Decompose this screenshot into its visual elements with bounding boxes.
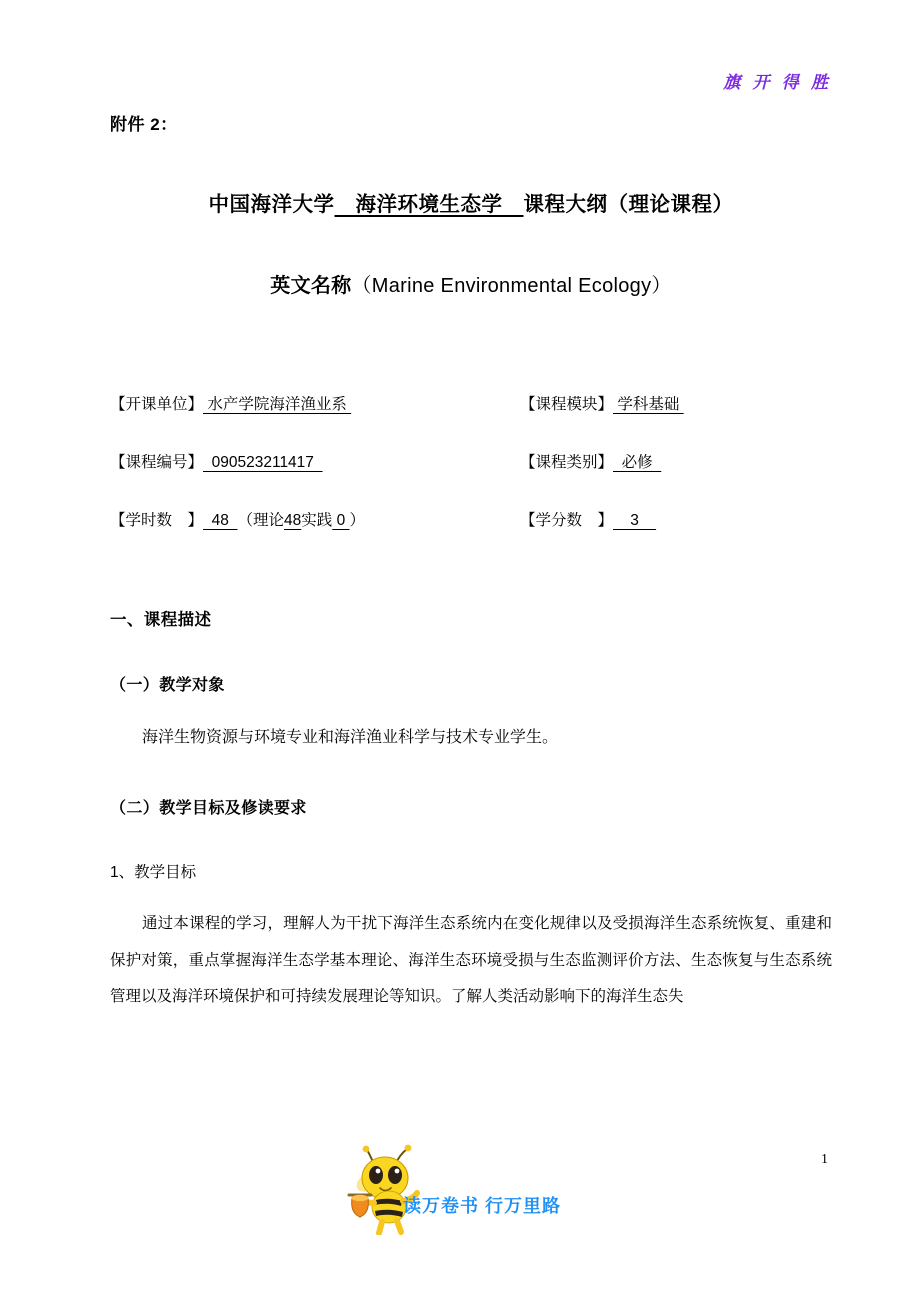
- page-title: [110, 187, 832, 217]
- heading-teaching-goal: 1、教学目标: [110, 864, 197, 882]
- watermark-text: 旗 开 得 胜: [723, 73, 832, 92]
- heading-teaching-target: （一）教学对象: [110, 677, 225, 694]
- metadata-field-course-category: [520, 450, 661, 472]
- title-course-name: 海洋环境生态学: [334, 193, 524, 216]
- paragraph-teaching-target: 海洋生物资源与环境专业和海洋渔业科学与技术专业学生。: [142, 729, 559, 746]
- metadata-field-credits: [520, 508, 656, 530]
- bee-mascot-icon: [345, 1143, 431, 1235]
- footer-mascot-block: [345, 1143, 595, 1243]
- metadata-field-department: [110, 392, 520, 414]
- metadata-label: 【学分数 】: [520, 512, 614, 529]
- metadata-value: 090523211417: [203, 454, 323, 471]
- title-suffix: 课程大纲（理论课程）: [523, 193, 734, 216]
- english-title-value: （Marine Environmental Ecology）: [351, 275, 672, 297]
- english-title: [110, 269, 832, 298]
- paragraph-teaching-goal: 通过本课程的学习，理解人为干扰下海洋生态系统内在变化规律以及受损海洋生态系统恢复、重建和保护对策，重点掌握海洋生态学基本理论、海洋生态环境受损与生态监测评价方法、生态恢复与生态系统管理以及海洋环境保护和可持续发展理论等知识。了解人类活动影响下的海洋生态失: [110, 915, 832, 1006]
- document-content: [110, 110, 832, 1016]
- page-number: 1: [821, 1152, 828, 1167]
- english-title-label: 英文名称: [270, 275, 352, 297]
- metadata-value: 必修: [613, 454, 662, 471]
- metadata-field-class-hours: [110, 508, 520, 530]
- hours-paren-open: （理论: [237, 512, 284, 529]
- metadata-row: [110, 450, 832, 472]
- metadata-value: 学科基础: [613, 396, 684, 413]
- metadata-field-course-number: [110, 450, 520, 472]
- metadata-label: 【学时数 】: [110, 512, 204, 529]
- title-university: 中国海洋大学: [208, 193, 335, 216]
- metadata-row: [110, 508, 832, 530]
- hours-paren-close: ）: [349, 512, 366, 529]
- attachment-label: 附件 2：: [110, 115, 178, 134]
- class-hours-value: 48: [203, 512, 238, 529]
- metadata-row: [110, 392, 832, 414]
- hours-separator: 实践: [301, 512, 333, 529]
- heading-course-description: 一、课程描述: [110, 611, 212, 629]
- footer-slogan: 读万卷书 行万里路: [403, 1196, 562, 1216]
- theory-hours-value: 48: [284, 512, 302, 529]
- metadata-label: 【课程模块】: [520, 396, 614, 413]
- course-metadata: [110, 392, 832, 530]
- practice-hours-value: 0: [332, 512, 350, 529]
- metadata-label: 【开课单位】: [110, 396, 204, 413]
- metadata-value: 水产学院海洋渔业系: [203, 396, 352, 413]
- metadata-label: 【课程类别】: [520, 454, 614, 471]
- heading-goals-and-requirements: （二）教学目标及修读要求: [110, 800, 307, 818]
- metadata-label: 【课程编号】: [110, 454, 204, 471]
- metadata-field-module: [520, 392, 684, 414]
- credits-value: 3: [613, 512, 657, 529]
